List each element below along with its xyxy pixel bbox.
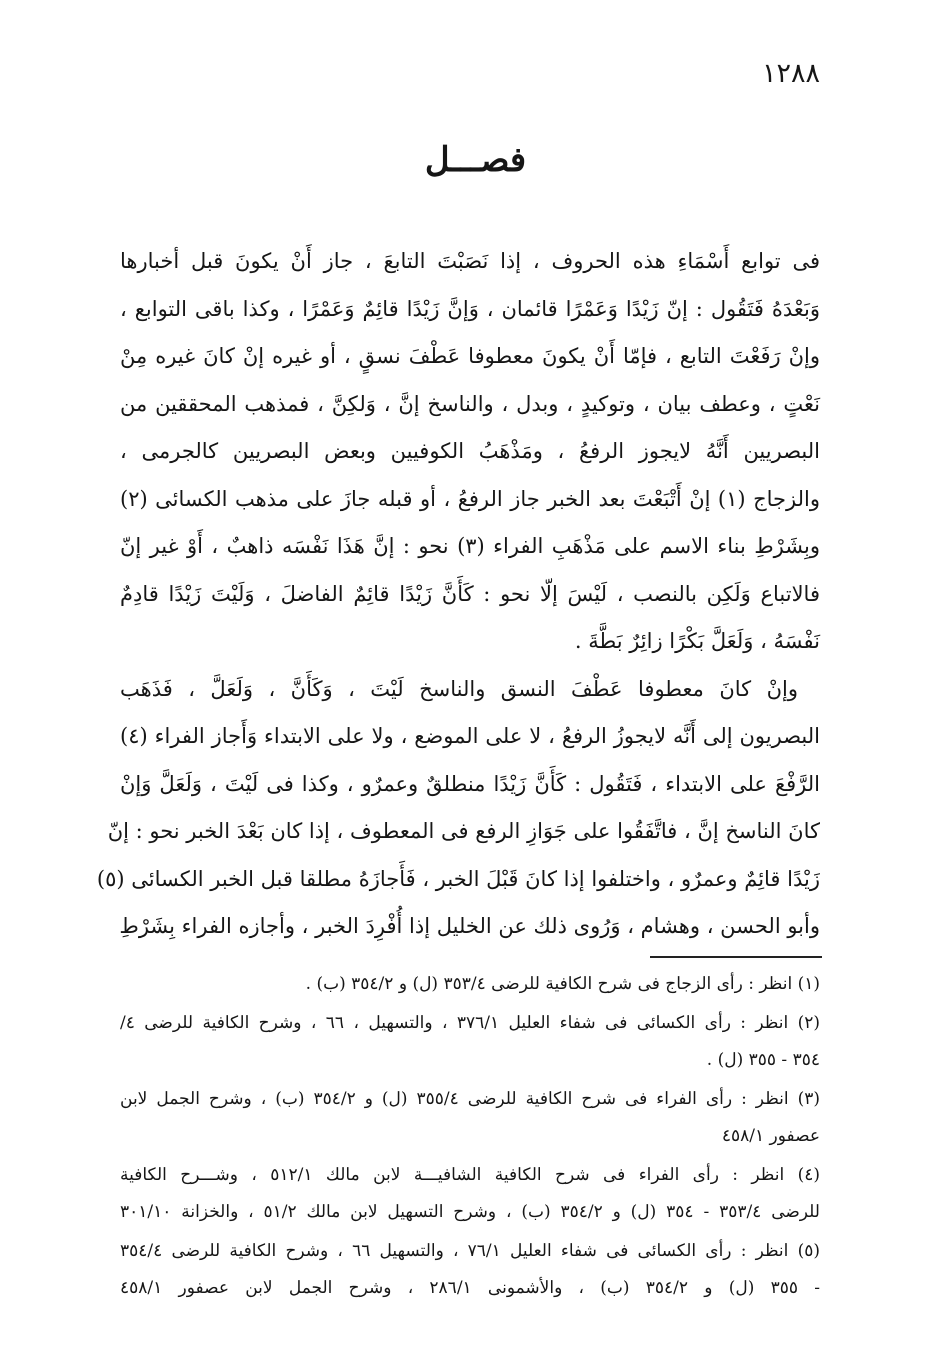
body-line: نَعْتٍ ، وعطف بيان ، وتوكيدٍ ، وبدل ، والناسخ إنَّ ، وَلكِنَّ ، فمذهب المحققين من bbox=[120, 391, 820, 416]
body-line: والزجاج (١) إنْ أَتْبَعْتَ بعد الخبر جاز الرفعُ ، أو قبله جازَ على مذهب الكسائى (٢) bbox=[120, 486, 821, 511]
footnote-line: (٣) انظر : رأى الفراء فى شرح الكافية للرضى ٣٥٥/٤ (ل) و ٣٥٤/٢ (ب) ، وشرح الجمل لابن bbox=[120, 1089, 820, 1109]
body-line: فالاتباع وَلَكِن بالنصب ، لَيْسَ إلّا نحو : كَأَنَّ زَيْدًا قائِمٌ الفاضلَ ، وَلَيْتَ زَيْدًا قادِمٌ bbox=[120, 581, 820, 606]
body-line: وإنْ كانَ معطوفا عَطْفَ النسق والناسخ لَيْتَ ، وَكَأَنَّ ، وَلَعَلَّ ، فَذَهَب bbox=[120, 676, 798, 701]
body-line: كانَ الناسخ إنَّ ، فاتَّفَقُوا على جَوَازِ الرفع فى المعطوف ، إذا كان بَعْدَ الخبر نحو : إنّ bbox=[107, 819, 820, 843]
footnote bbox=[120, 1233, 820, 1307]
body-line: وبِشَرْطِ بناء الاسم على مَذْهَبِ الفراء (٣) نحو : إنَّ هَذَا نَفْسَه ذاهبٌ ، أَوْ غير إنّ bbox=[120, 534, 820, 558]
body-line: وإنْ رَفَعْتَ التابع ، فإمّا أَنْ يكونَ معطوفا عَطْفَ نسقٍ ، أو غيره إنْ كانَ غيره مِنْ bbox=[120, 344, 820, 368]
body-line: الرَّفْعَ على الابتداء ، فَتَقُول : كَأَنَّ زَيْدًا منطلقٌ وعمرٌو ، وكذا فى لَيْتَ ، وَلَعَلَّ وَإنْ bbox=[120, 771, 820, 796]
page-number: ١٢٨٨ bbox=[762, 58, 821, 89]
body-line: وأبو الحسن ، وهشام ، وَرُوى ذلك عن الخليل إذا أُفْرِدَ الخبر ، وأجازه الفراء بِشَرْطِ bbox=[119, 914, 820, 938]
footnote bbox=[120, 1081, 820, 1155]
body-line: وَبَعْدَهُ فَتَقُول : إنّ زَيْدًا وَعَمْرًا قائمان ، وَإنَّ زَيْدًا قائِمٌ وَعَمْرًا ، وكذا باقى التوابع ، bbox=[120, 296, 820, 321]
footnote-line: ٣٥٤ - ٣٥٥ (ل) . bbox=[706, 1050, 820, 1070]
footnote bbox=[120, 1005, 820, 1079]
footnote-separator bbox=[650, 956, 822, 958]
footnote-line: (٤) انظر : رأى الفراء فى شرح الكافية الشافيـــة لابن مالك ٥١٢/١ ، وشـــرح الكافية bbox=[120, 1165, 820, 1185]
footnote bbox=[120, 966, 820, 1003]
footnote-line: - ٣٥٥ (ل) و ٣٥٤/٢ (ب) ، والأشمونى ٢٨٦/١ ، وشرح الجمل لابن عصفور ٤٥٨/١ bbox=[120, 1278, 820, 1298]
body-text bbox=[96, 238, 821, 951]
footnote-line: (٥) انظر : رأى الكسائى فى شفاء العليل ٧٦/١ ، والتسهيل ٦٦ ، وشرح الكافية للرضى ٣٥٤/٤ bbox=[120, 1241, 820, 1261]
footnote-line: للرضى ٣٥٣/٤ - ٣٥٤ (ل) و ٣٥٤/٢ (ب) ، وشرح التسهيل لابن مالك ٥١/٢ ، والخزانة ٣٠١/١٠ bbox=[120, 1202, 820, 1222]
footnote-line: (١) انظر : رأى الزجاج فى شرح الكافية للرضى ٣٥٣/٤ (ل) و ٣٥٤/٢ (ب) . bbox=[305, 974, 820, 994]
body-line: فى توابع أَسْمَاءِ هذه الحروف ، إذا نَصَبْتَ التابعَ ، جاز أَنْ يكونَ قبل أخبارها bbox=[120, 249, 820, 273]
body-line: زَيْدًا قائِمٌ وعمرٌو ، واختلفوا إذا كانَ قَبْلَ الخبر ، فَأَجازَهُ مطلقا قبل الخبر الكسائى (٥) bbox=[96, 866, 820, 891]
body-line: نَفْسَهُ ، وَلَعَلَّ بَكْرًا زائِرٌ بَطَّةَ . bbox=[574, 629, 820, 653]
body-line: البصريون إلى أَنَّه لايجوزُ الرفعُ ، لا على الموضع ، ولا على الابتداء وَأَجاز الفراء (٤) bbox=[120, 724, 820, 748]
section-title: فصـــل bbox=[424, 140, 527, 180]
footnotes bbox=[120, 966, 820, 1309]
body-line: البصريين أَنَّهُ لايجوز الرفعُ ، ومَذْهَبُ الكوفيين وبعض البصريين كالجرمى ، bbox=[120, 439, 820, 463]
footnote bbox=[120, 1157, 820, 1231]
footnote-line: عصفور ٤٥٨/١ bbox=[721, 1126, 820, 1146]
footnote-line: (٢) انظر : رأى الكسائى فى شفاء العليل ٣٧٦/١ ، والتسهيل ، ٦٦ ، وشرح الكافية للرضى ٤/ bbox=[120, 1013, 820, 1033]
